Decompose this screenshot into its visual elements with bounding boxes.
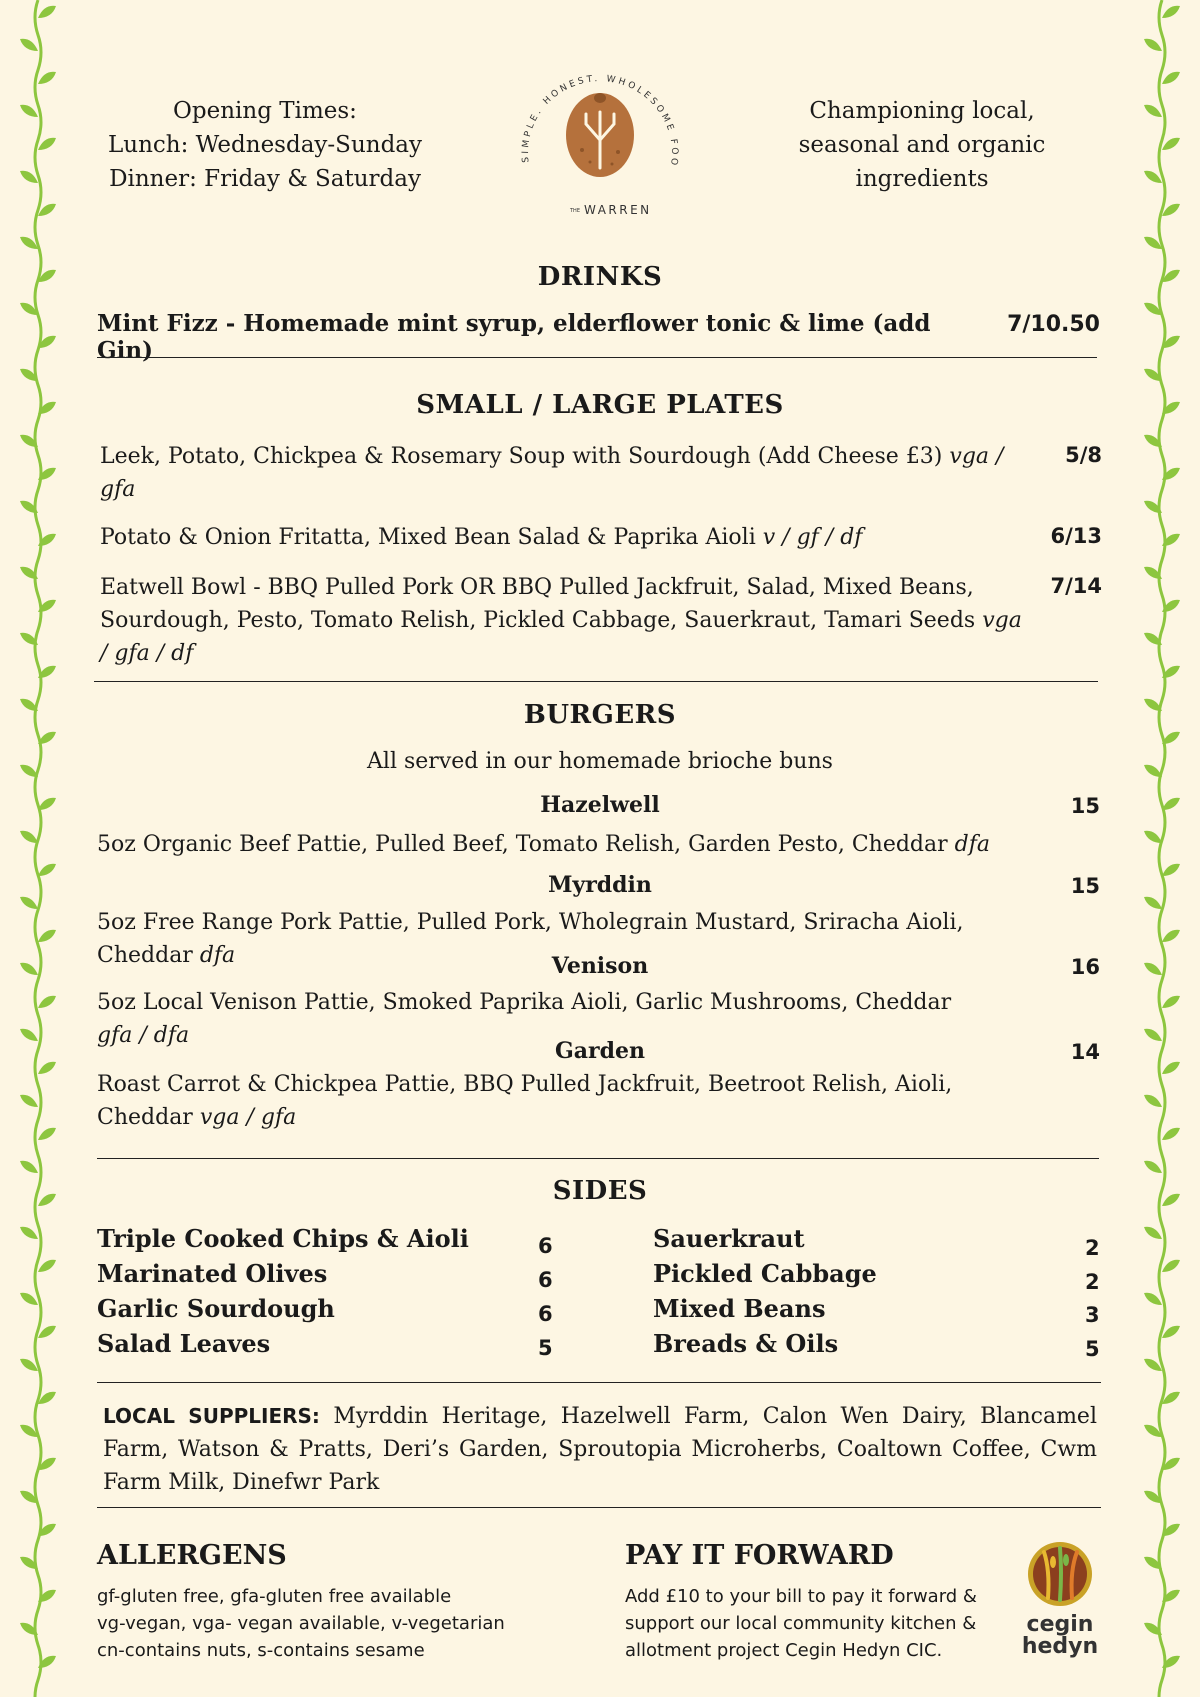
pay-it-forward-line: support our local community kitchen &: [625, 1613, 977, 1634]
side-item-name: Triple Cooked Chips & Aioli: [97, 1224, 469, 1253]
burgers-subtitle: All served in our homemade brioche buns: [367, 749, 833, 774]
wheat-logo-icon: [1020, 1540, 1120, 1610]
right-vine-decoration: [1132, 0, 1192, 1697]
side-item-name: Breads & Oils: [653, 1329, 839, 1358]
burger-desc: [97, 1068, 957, 1134]
burger-tags: gfa / dfa: [97, 1023, 190, 1048]
burger-name: Hazelwell: [540, 792, 660, 818]
burger-tags: dfa: [199, 943, 236, 968]
vine-leaf: [20, 897, 38, 909]
tagline-line-3: ingredients: [855, 166, 989, 192]
burgers-heading: BURGERS: [523, 700, 677, 730]
vine-leaf: [20, 831, 38, 843]
allergens-line: cn-contains nuts, s-contains sesame: [97, 1640, 425, 1661]
hedyn-logo-text: hedyn: [1021, 1634, 1099, 1659]
allergens-line: gf-gluten free, gfa-gluten free available: [97, 1586, 452, 1607]
pay-it-forward-info: [625, 1583, 1025, 1664]
vine-leaf: [38, 930, 56, 942]
vine-leaf: [1162, 930, 1180, 942]
divider: [97, 357, 1097, 358]
burger-price: 14: [1070, 1040, 1100, 1064]
plate-item-text: Potato & Onion Fritatta, Mixed Bean Salad & Paprika Aioli: [100, 525, 756, 550]
side-item-price: 6: [538, 1302, 553, 1326]
vine-leaf: [1162, 1260, 1180, 1272]
burger-price: 16: [1070, 955, 1100, 979]
side-item-name: Sauerkraut: [653, 1224, 805, 1253]
side-item-name: Pickled Cabbage: [653, 1259, 877, 1288]
vine-leaf: [38, 732, 56, 744]
plate-item: [100, 521, 1000, 554]
plate-item-tags: v / gf / df: [762, 525, 863, 550]
cegin-logo-text: cegin: [1026, 1612, 1094, 1637]
burger-price: 15: [1070, 874, 1100, 898]
plate-price: 7/14: [1050, 574, 1102, 598]
tagline-line-2: seasonal and organic: [798, 132, 1046, 158]
vine-leaf: [20, 1293, 38, 1305]
divider: [97, 1382, 1101, 1383]
vine-leaf: [1144, 1227, 1162, 1239]
side-item-name: Mixed Beans: [653, 1294, 826, 1323]
side-item-price: 2: [1085, 1270, 1100, 1294]
divider: [94, 681, 1098, 682]
sides-heading: SIDES: [552, 1176, 648, 1206]
side-item-price: 5: [538, 1336, 553, 1360]
svg-text:SIMPLE. HONEST. WHOLESOME FOOD: SIMPLE. HONEST. WHOLESOME FOO: [520, 74, 680, 169]
vine-leaf: [20, 105, 38, 117]
side-item-price: 6: [538, 1268, 553, 1292]
burger-desc: [97, 828, 1057, 861]
plate-item-tags: vga / gfa / df: [100, 608, 1022, 666]
drinks-heading: DRINKS: [537, 262, 663, 292]
vine-leaf: [1162, 996, 1180, 1008]
plate-price: 5/8: [1065, 443, 1102, 467]
plate-item: [100, 440, 1030, 506]
vine-leaf: [1162, 72, 1180, 84]
drink-item: Mint Fizz - Homemade mint syrup, elderflower tonic & lime (add Gin): [97, 310, 931, 364]
side-item-name: Garlic Sourdough: [97, 1294, 335, 1323]
tagline-line-1: Championing local,: [809, 98, 1035, 124]
plate-item-text: Leek, Potato, Chickpea & Rosemary Soup with Sourdough (Add Cheese £3): [100, 444, 943, 469]
allergens-heading: ALLERGENS: [97, 1540, 287, 1571]
vine-leaf: [20, 1227, 38, 1239]
walnut-logo-icon: [500, 40, 700, 230]
vine-leaf: [38, 1326, 56, 1338]
vine-leaf: [1144, 171, 1162, 183]
pay-it-forward-line: allotment project Cegin Hedyn CIC.: [625, 1640, 943, 1661]
drink-price: 7/10.50: [1007, 312, 1100, 337]
opening-times-lunch: Lunch: Wednesday-Sunday: [108, 132, 422, 158]
divider: [97, 1158, 1099, 1159]
divider: [97, 1507, 1101, 1508]
vine-leaf: [1162, 1128, 1180, 1140]
allergens-line: vg-vegan, vga- vegan available, v-vegetarian: [97, 1613, 505, 1634]
side-item-name: Salad Leaves: [97, 1329, 271, 1358]
suppliers-label: LOCAL SUPPLIERS:: [103, 1404, 320, 1428]
vine-leaf: [38, 6, 56, 18]
vine-leaf: [1144, 1161, 1162, 1173]
burger-name: Myrddin: [548, 872, 652, 898]
local-suppliers: [103, 1400, 1097, 1499]
vine-leaf: [38, 1128, 56, 1140]
burger-tags: vga / gfa: [199, 1105, 297, 1130]
burger-desc-text: Roast Carrot & Chickpea Pattie, BBQ Pulled Jackfruit, Beetroot Relish, Aioli, Cheddar: [97, 1072, 953, 1130]
burger-desc-text: 5oz Free Range Pork Pattie, Pulled Pork, Wholegrain Mustard, Sriracha Aioli, Cheddar: [97, 910, 964, 968]
side-item-price: 5: [1085, 1337, 1100, 1361]
vine-leaf: [20, 1161, 38, 1173]
cegin-hedyn-logo: [1020, 1540, 1120, 1670]
warren-logo: [500, 40, 700, 230]
vine-leaf: [38, 72, 56, 84]
burger-name: Venison: [551, 953, 649, 979]
opening-times-heading: Opening Times:: [173, 98, 357, 124]
plate-item-text: Eatwell Bowl - BBQ Pulled Pork OR BBQ Pulled Jackfruit, Salad, Mixed Beans, Sourdough, Pesto, Tomato Relish, Pickled Cabbage, Sauerkraut, Tamari Seeds: [100, 575, 976, 633]
vine-leaf: [20, 39, 38, 51]
tagline: [752, 94, 1092, 196]
side-item-name: Marinated Olives: [97, 1259, 328, 1288]
vine-leaf: [1162, 1326, 1180, 1338]
vine-leaf: [1162, 732, 1180, 744]
vine-leaf: [20, 1095, 38, 1107]
pay-it-forward-heading: PAY IT FORWARD: [625, 1540, 894, 1571]
suppliers-list: Myrddin Heritage, Hazelwell Farm, Calon Wen Dairy, Blancamel Farm, Watson & Pratts, Deri’s Garden, Sproutopia Microherbs, Coaltown Coffee, Cwm Farm Milk, Dinefwr Park: [103, 1404, 1097, 1495]
opening-times: [90, 94, 440, 196]
vine-leaf: [1144, 1095, 1162, 1107]
plates-heading: SMALL / LARGE PLATES: [416, 390, 784, 420]
plate-price: 6/13: [1050, 524, 1102, 548]
burger-tags: dfa: [954, 832, 990, 857]
vine-leaf: [38, 996, 56, 1008]
vine-leaf: [1144, 897, 1162, 909]
opening-times-dinner: Dinner: Friday & Saturday: [109, 166, 421, 192]
side-item-price: 6: [538, 1234, 553, 1258]
left-vine-decoration: [8, 0, 68, 1697]
vine-leaf: [38, 1260, 56, 1272]
side-item-price: 2: [1085, 1236, 1100, 1260]
burger-desc-text: 5oz Organic Beef Pattie, Pulled Beef, Tomato Relish, Garden Pesto, Cheddar: [97, 832, 948, 857]
vine-leaf: [38, 138, 56, 150]
pay-it-forward-line: Add £10 to your bill to pay it forward &: [625, 1586, 977, 1607]
vine-leaf: [1144, 1293, 1162, 1305]
burger-price: 15: [1070, 794, 1100, 818]
burger-name: Garden: [554, 1038, 645, 1064]
vine-leaf: [1162, 138, 1180, 150]
svg-text:WARREN: WARREN: [584, 203, 652, 217]
vine-leaf: [1144, 831, 1162, 843]
side-item-price: 3: [1085, 1303, 1100, 1327]
vine-leaf: [20, 171, 38, 183]
burger-desc-text: 5oz Local Venison Pattie, Smoked Paprika Aioli, Garlic Mushrooms, Cheddar: [97, 990, 952, 1015]
plate-item-tags: vga / gfa: [100, 444, 1004, 502]
svg-text:THE: THE: [570, 208, 580, 214]
allergens-info: [97, 1583, 567, 1664]
vine-leaf: [1144, 39, 1162, 51]
plate-item: [100, 571, 1030, 670]
vine-leaf: [1144, 105, 1162, 117]
vine-leaf: [1162, 6, 1180, 18]
